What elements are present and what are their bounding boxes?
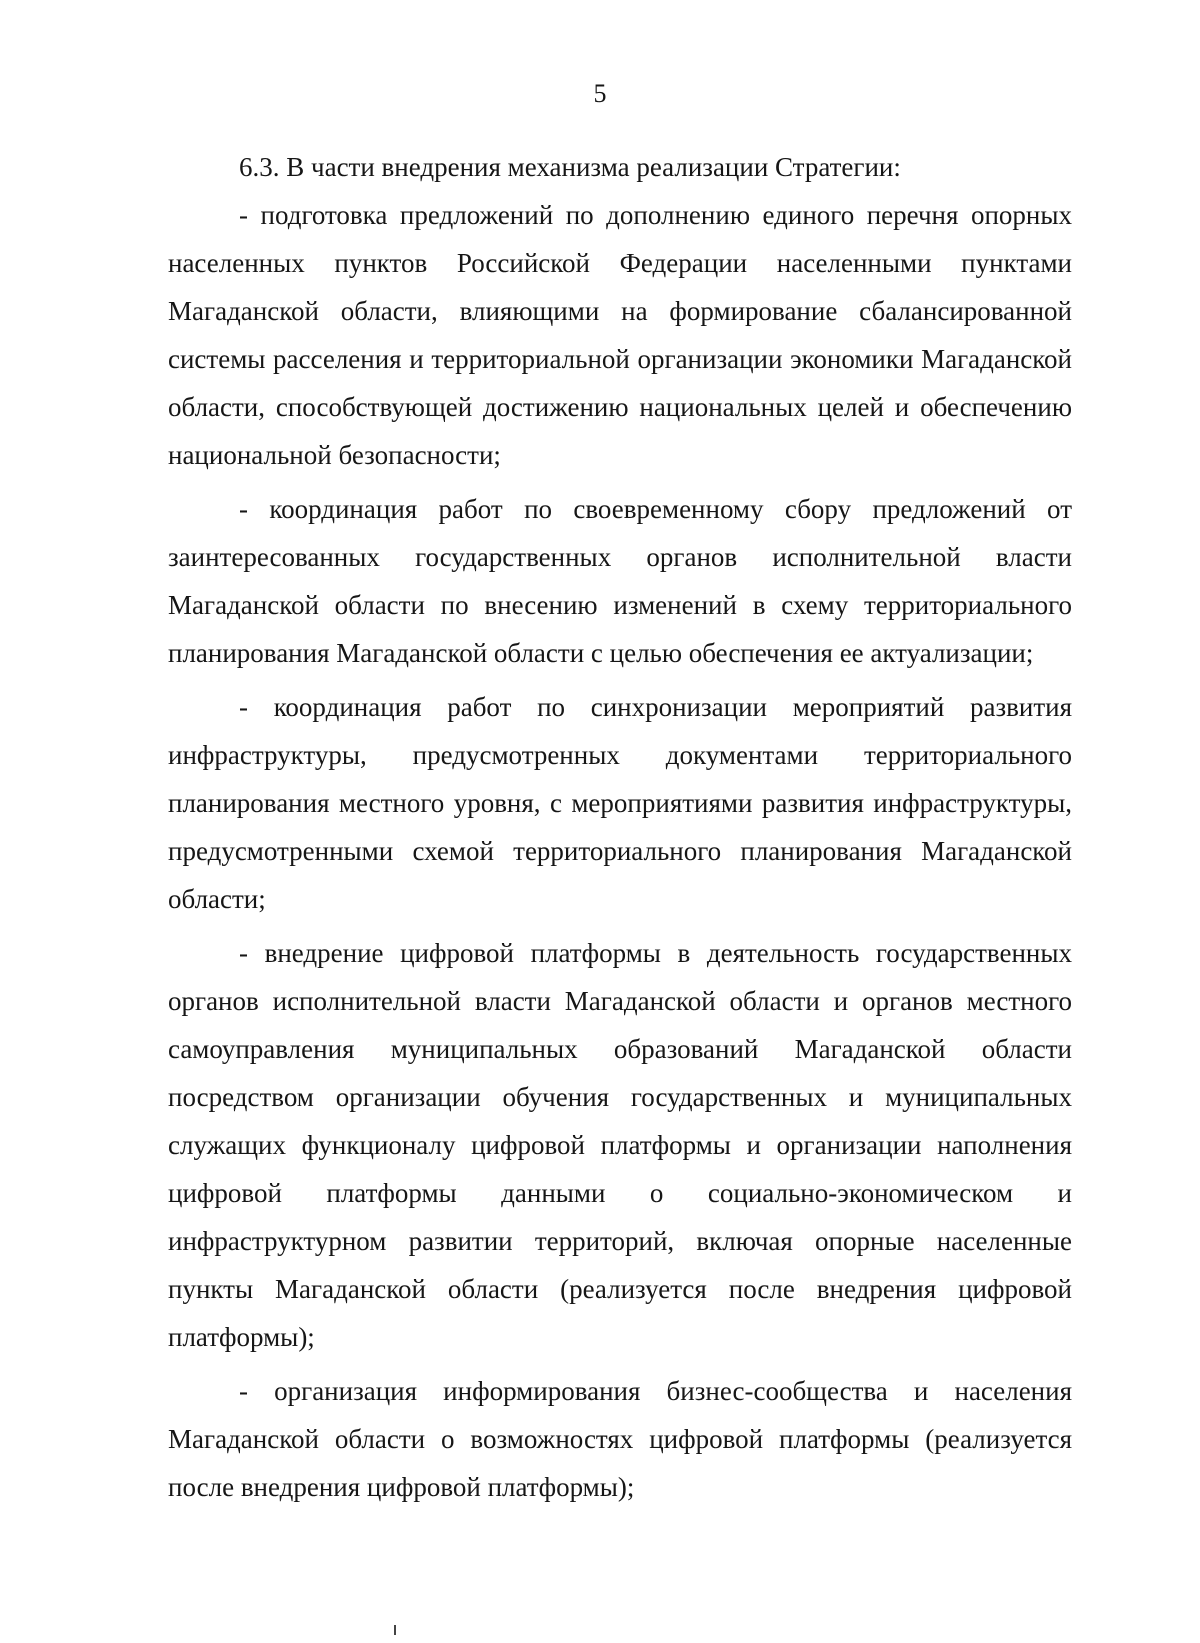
section-heading: 6.3. В части внедрения механизма реализации Стратегии:: [239, 152, 901, 182]
list-item-informing: - организация информирования бизнес-сообщества и населения Магаданской области о возможностях цифровой платформы (реализуется после внедрения цифровой платформы);: [168, 1376, 1072, 1502]
list-item-proposals: - подготовка предложений по дополнению единого перечня опорных населенных пунктов Российской Федерации населенными пунктами Магаданской области, влияющими на формирование сбалансированной системы расселения и территориальной организации экономики Магаданской области, способствующей достижению национальных целей и обеспечению национальной безопасности;: [168, 200, 1072, 470]
list-item-coordination-proposals: - координация работ по своевременному сбору предложений от заинтересованных государственных органов исполнительной власти Магаданской области по внесению изменений в схему территориального планирования Магаданской области с целью обеспечения ее актуализации;: [168, 494, 1072, 668]
scan-artifact-mark: [394, 1625, 396, 1635]
list-item-digital-platform: - внедрение цифровой платформы в деятельность государственных органов исполнительной власти Магаданской области и органов местного самоуправления муниципальных образований Магаданской области посредством организации обучения государственных и муниципальных служащих функционалу цифровой платформы и организации наполнения цифровой платформы данными о социально-экономическом и инфраструктурном развитии территорий, включая опорные населенные пункты Магаданской области (реализуется после внедрения цифровой платформы);: [168, 938, 1072, 1352]
document-body: [168, 143, 1072, 1517]
page-number: 5: [593, 79, 607, 108]
list-item-coordination-sync: - координация работ по синхронизации мероприятий развития инфраструктуры, предусмотренных документами территориального планирования местного уровня, с мероприятиями развития инфраструктуры, предусмотренными схемой территориального планирования Магаданской области;: [168, 692, 1072, 914]
